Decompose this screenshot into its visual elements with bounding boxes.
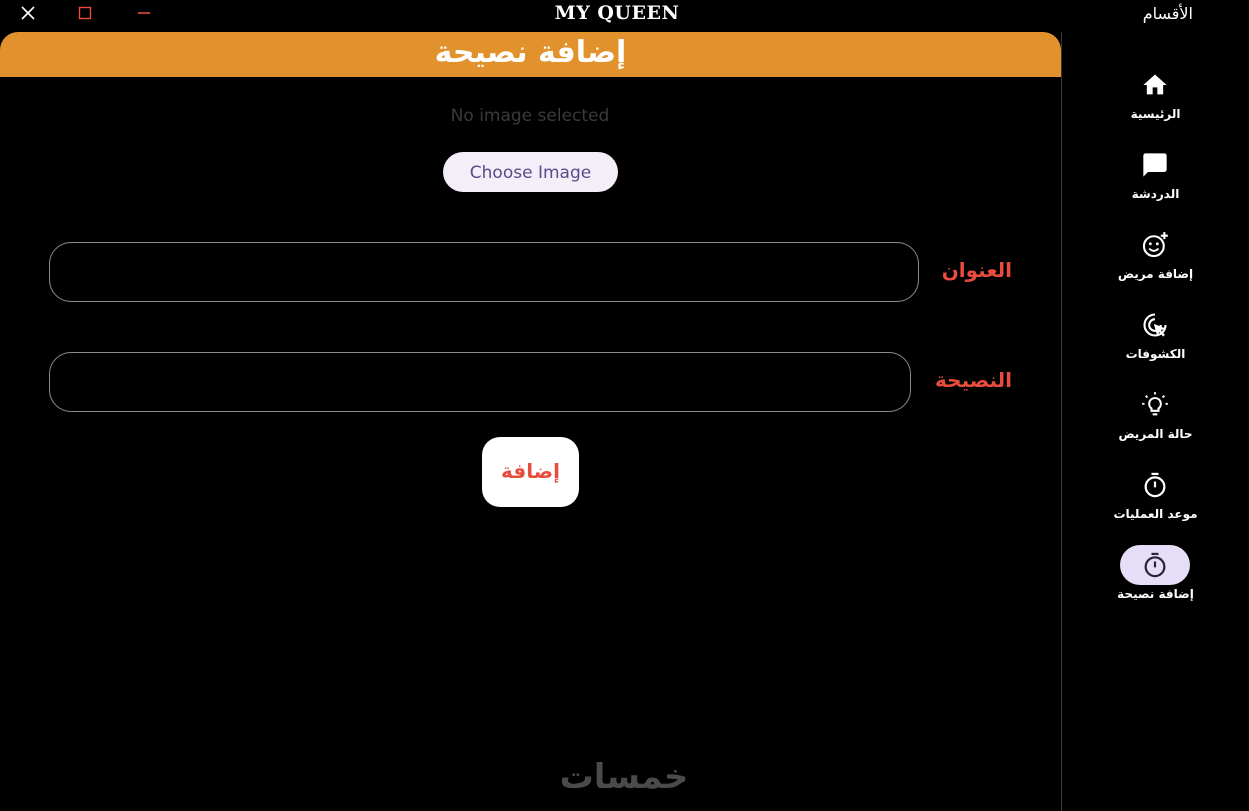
advice-label: النصيحة [935,368,1012,392]
sidebar [1062,0,1249,811]
nav-icon-wrap [1120,305,1190,345]
nav-icon-wrap [1120,545,1190,585]
advice-input[interactable] [50,353,910,411]
target-cursor-icon [1141,311,1169,339]
sidebar-item-label: الدردشة [1131,187,1180,201]
sidebar-item-patient-status[interactable] [1062,385,1249,455]
sidebar-item-surgery-appointments[interactable] [1062,465,1249,535]
sidebar-item-label: موعد العمليات [1113,507,1198,521]
lightbulb-icon [1141,391,1169,419]
watermark-logo: خمسات [559,757,689,797]
close-window-button[interactable] [8,0,48,26]
nav-icon-wrap [1120,385,1190,425]
nav-icon-wrap [1120,225,1190,265]
sidebar-item-label: الكشوفات [1125,347,1186,361]
add-button[interactable]: إضافة [482,437,579,507]
chat-icon [1141,151,1169,179]
add-reaction-icon [1141,231,1169,259]
minimize-icon [137,6,151,20]
nav-icon-wrap [1120,145,1190,185]
main-panel [0,32,1062,811]
sidebar-item-chat[interactable] [1062,145,1249,215]
maximize-icon [78,6,92,20]
sidebar-item-label: إضافة نصيحة [1117,587,1194,601]
choose-image-button[interactable]: Choose Image [443,152,618,192]
sidebar-item-label: الرئيسية [1130,107,1181,121]
nav-icon-wrap [1120,65,1190,105]
sidebar-item-label: إضافة مريض [1117,267,1194,281]
timer-icon [1141,551,1169,579]
nav-icon-wrap [1120,465,1190,505]
sidebar-item-home[interactable] [1062,65,1249,135]
sidebar-item-label: حالة المريض [1118,427,1193,441]
timer-icon [1141,471,1169,499]
title-label: العنوان [941,258,1012,282]
page-header [0,32,1061,77]
sidebar-title: الأقسام [1142,4,1193,23]
close-icon [20,5,36,21]
app-title: MY QUEEN [554,2,680,24]
no-image-text: No image selected [450,106,610,126]
title-field[interactable] [49,242,919,302]
title-input[interactable] [50,243,918,301]
sidebar-item-examinations[interactable] [1062,305,1249,375]
minimize-window-button[interactable] [124,0,164,26]
page-title: إضافة نصيحة [434,35,627,70]
sidebar-item-add-patient[interactable] [1062,225,1249,295]
advice-field[interactable] [49,352,911,412]
home-icon [1141,71,1169,99]
sidebar-item-add-advice[interactable] [1062,545,1249,615]
maximize-window-button[interactable] [65,0,105,26]
